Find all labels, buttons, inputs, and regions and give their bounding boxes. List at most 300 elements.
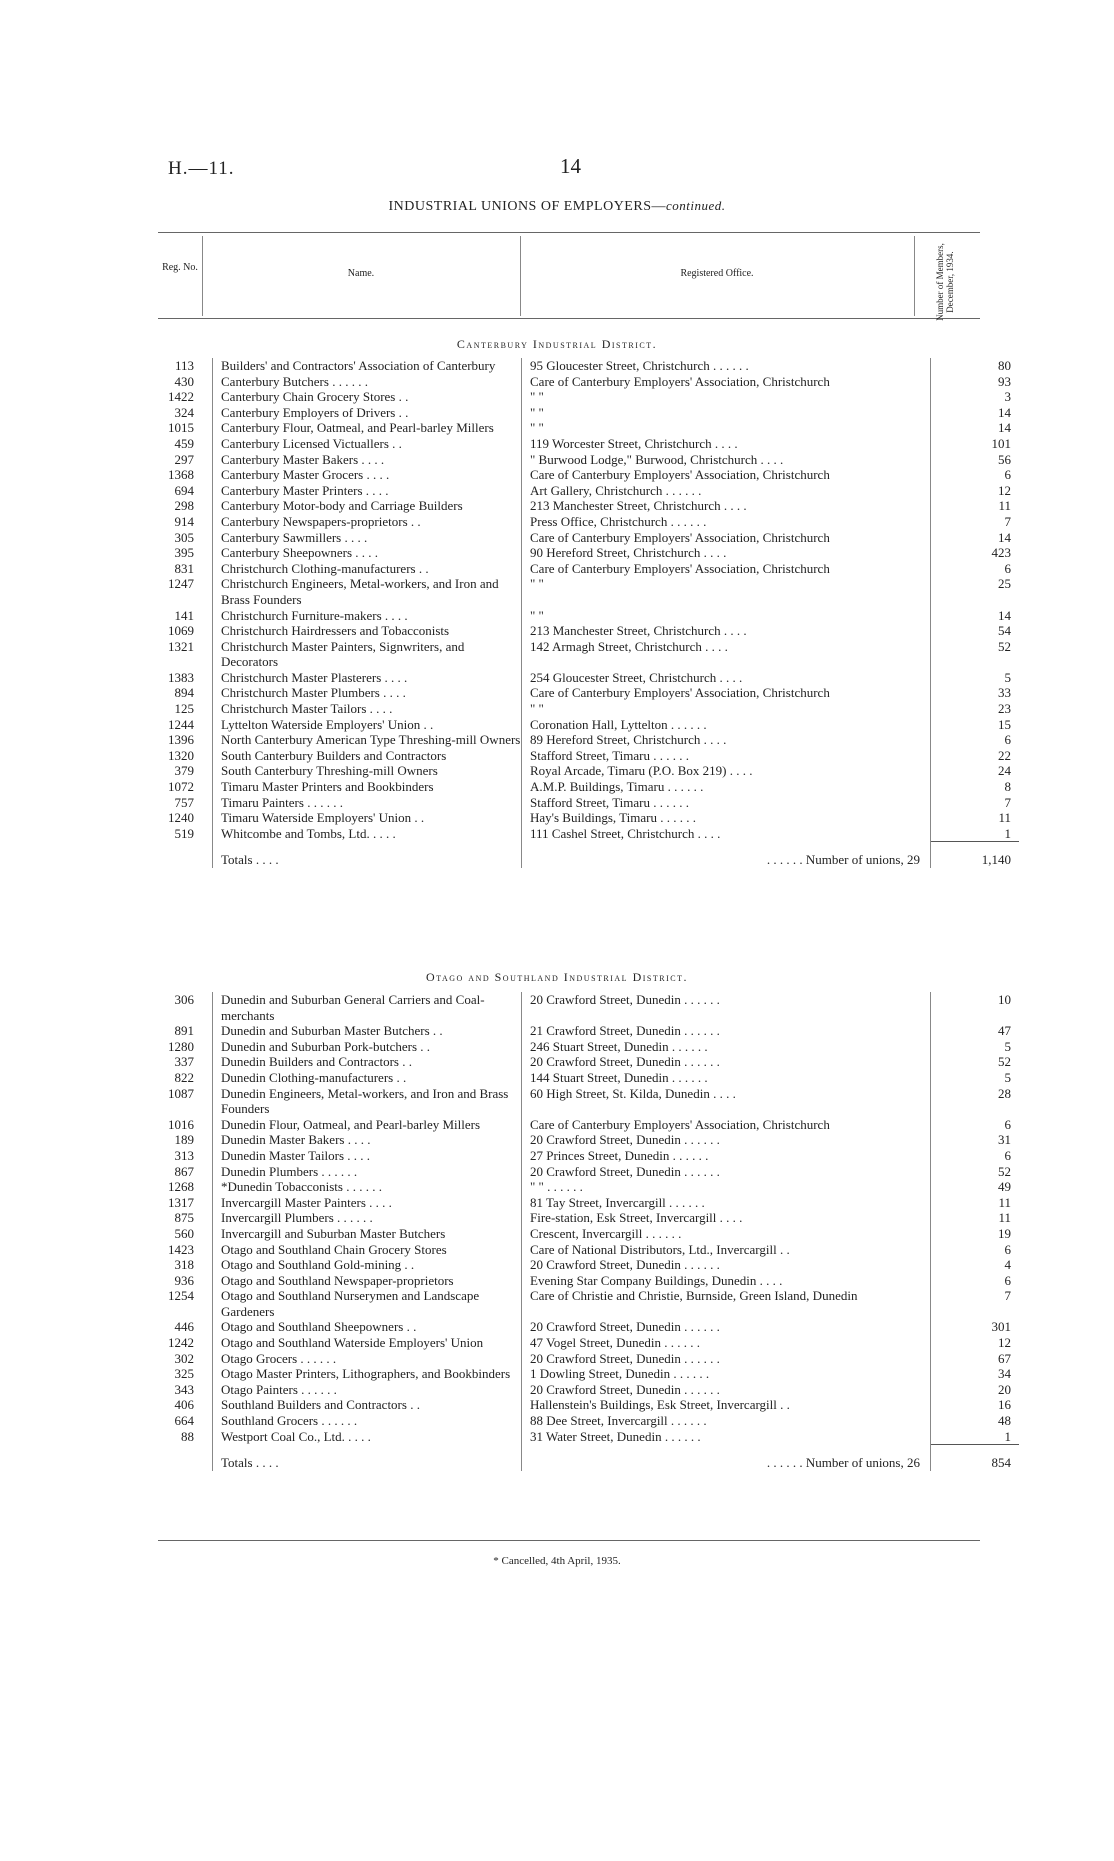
name-cell: Dunedin and Suburban General Carriers and Coal-merchants bbox=[213, 992, 522, 1023]
table-row bbox=[150, 452, 1019, 468]
members-cell: 23 bbox=[931, 701, 1020, 717]
name-cell: Dunedin Engineers, Metal-workers, and Iron and Brass Founders bbox=[213, 1086, 522, 1117]
canterbury-rows bbox=[150, 358, 1019, 868]
title-main: INDUSTRIAL UNIONS OF EMPLOYERS— bbox=[388, 199, 666, 214]
header-top-rule bbox=[158, 232, 980, 233]
name-cell: Dunedin Plumbers . . . . . . bbox=[213, 1164, 522, 1180]
office-cell: " Burwood Lodge," Burwood, Christchurch . . . . bbox=[522, 452, 931, 468]
reg-no-cell: 113 bbox=[174, 358, 194, 373]
members-cell: 6 bbox=[931, 1148, 1020, 1164]
table-row bbox=[150, 1054, 1019, 1070]
members-cell: 301 bbox=[931, 1319, 1020, 1335]
office-cell: Royal Arcade, Timaru (P.O. Box 219) . . . . bbox=[522, 763, 931, 779]
name-cell: Otago and Southland Sheepowners . . bbox=[213, 1319, 522, 1335]
table-row bbox=[150, 483, 1019, 499]
members-cell: 7 bbox=[931, 1288, 1020, 1319]
table-row bbox=[150, 1397, 1019, 1413]
page-number: 14 bbox=[560, 154, 581, 178]
office-cell: 27 Princes Street, Dunedin . . . . . . bbox=[522, 1148, 931, 1164]
members-cell: 52 bbox=[931, 1164, 1020, 1180]
table-row bbox=[150, 1117, 1019, 1133]
reg-no-cell: 1423 bbox=[168, 1241, 194, 1257]
reg-no-cell: 694 bbox=[174, 482, 194, 498]
office-cell: " " bbox=[522, 701, 931, 717]
office-cell: 20 Crawford Street, Dunedin . . . . . . bbox=[522, 1257, 931, 1273]
members-cell: 7 bbox=[931, 514, 1020, 530]
col-header-members-text: Number of Members, December, 1934. bbox=[935, 243, 955, 321]
table-row bbox=[150, 1413, 1019, 1429]
office-cell: A.M.P. Buildings, Timaru . . . . . . bbox=[522, 779, 931, 795]
table-row bbox=[150, 748, 1019, 764]
name-cell: Dunedin Clothing-manufacturers . . bbox=[213, 1070, 522, 1086]
name-cell: Canterbury Flour, Oatmeal, and Pearl-barley Millers bbox=[213, 420, 522, 436]
office-cell: 60 High Street, St. Kilda, Dunedin . . . . bbox=[522, 1086, 931, 1117]
table-row bbox=[150, 732, 1019, 748]
name-cell: Canterbury Employers of Drivers . . bbox=[213, 405, 522, 421]
reg-no-cell: 379 bbox=[174, 763, 194, 779]
name-cell: North Canterbury American Type Threshing-mill Owners bbox=[213, 732, 522, 748]
table-row bbox=[150, 389, 1019, 405]
office-cell: Crescent, Invercargill . . . . . . bbox=[522, 1226, 931, 1242]
office-cell: 254 Gloucester Street, Christchurch . . . . bbox=[522, 670, 931, 686]
name-cell: Canterbury Sheepowners . . . . bbox=[213, 545, 522, 561]
office-cell: 88 Dee Street, Invercargill . . . . . . bbox=[522, 1413, 931, 1429]
members-cell: 14 bbox=[931, 608, 1020, 624]
reg-no-cell: 1317 bbox=[168, 1194, 194, 1210]
table-row bbox=[150, 561, 1019, 577]
name-cell: Otago Grocers . . . . . . bbox=[213, 1351, 522, 1367]
table-row bbox=[150, 1429, 1019, 1445]
name-cell: Dunedin Builders and Contractors . . bbox=[213, 1054, 522, 1070]
members-cell: 6 bbox=[931, 1117, 1020, 1133]
office-cell: 144 Stuart Street, Dunedin . . . . . . bbox=[522, 1070, 931, 1086]
table-row bbox=[150, 1070, 1019, 1086]
bottom-rule bbox=[158, 1540, 980, 1541]
name-cell: Canterbury Licensed Victuallers . . bbox=[213, 436, 522, 452]
members-cell: 56 bbox=[931, 452, 1020, 468]
reg-no-cell: 313 bbox=[174, 1147, 194, 1163]
name-cell: South Canterbury Threshing-mill Owners bbox=[213, 763, 522, 779]
office-cell: Hallenstein's Buildings, Esk Street, Invercargill . . bbox=[522, 1397, 931, 1413]
totals-label: Totals . . . . bbox=[213, 842, 522, 868]
office-cell: 20 Crawford Street, Dunedin . . . . . . bbox=[522, 992, 931, 1023]
otago-rows bbox=[150, 992, 1019, 1471]
section-title-canterbury: Canterbury Industrial District. bbox=[456, 337, 658, 351]
members-cell: 48 bbox=[931, 1413, 1020, 1429]
totals-spacer bbox=[150, 1445, 213, 1471]
office-cell: 111 Cashel Street, Christchurch . . . . bbox=[522, 826, 931, 842]
reg-no-cell: 1087 bbox=[168, 1085, 194, 1101]
name-cell: Invercargill Plumbers . . . . . . bbox=[213, 1210, 522, 1226]
office-cell: 213 Manchester Street, Christchurch . . . . bbox=[522, 498, 931, 514]
name-cell: Timaru Painters . . . . . . bbox=[213, 795, 522, 811]
members-cell: 28 bbox=[931, 1086, 1020, 1117]
office-cell: Fire-station, Esk Street, Invercargill . . . . bbox=[522, 1210, 931, 1226]
office-cell: Stafford Street, Timaru . . . . . . bbox=[522, 748, 931, 764]
table-row bbox=[150, 763, 1019, 779]
totals-row bbox=[150, 1445, 1019, 1471]
members-cell: 25 bbox=[931, 576, 1020, 607]
name-cell: Otago and Southland Chain Grocery Stores bbox=[213, 1242, 522, 1258]
name-cell: Dunedin and Suburban Master Butchers . . bbox=[213, 1023, 522, 1039]
name-cell: *Dunedin Tobacconists . . . . . . bbox=[213, 1179, 522, 1195]
members-cell: 423 bbox=[931, 545, 1020, 561]
reg-no-cell: 1072 bbox=[168, 779, 194, 795]
office-cell: 246 Stuart Street, Dunedin . . . . . . bbox=[522, 1039, 931, 1055]
name-cell: Timaru Master Printers and Bookbinders bbox=[213, 779, 522, 795]
members-cell: 33 bbox=[931, 685, 1020, 701]
reg-no-cell: 875 bbox=[174, 1210, 194, 1226]
name-cell: Christchurch Clothing-manufacturers . . bbox=[213, 561, 522, 577]
name-cell: Westport Coal Co., Ltd. . . . . bbox=[213, 1429, 522, 1445]
office-cell: 89 Hereford Street, Christchurch . . . . bbox=[522, 732, 931, 748]
members-cell: 15 bbox=[931, 717, 1020, 733]
members-cell: 101 bbox=[931, 436, 1020, 452]
table-row bbox=[150, 1179, 1019, 1195]
reg-no-cell: 822 bbox=[174, 1069, 194, 1085]
table-row bbox=[150, 530, 1019, 546]
reg-no-cell: 1422 bbox=[168, 389, 194, 405]
members-cell: 3 bbox=[931, 389, 1020, 405]
reg-no-cell: 1254 bbox=[168, 1288, 194, 1304]
office-cell: 20 Crawford Street, Dunedin . . . . . . bbox=[522, 1351, 931, 1367]
members-cell: 22 bbox=[931, 748, 1020, 764]
office-cell: Press Office, Christchurch . . . . . . bbox=[522, 514, 931, 530]
members-cell: 6 bbox=[931, 561, 1020, 577]
reg-no-cell: 914 bbox=[174, 513, 194, 529]
name-cell: Canterbury Butchers . . . . . . bbox=[213, 374, 522, 390]
office-cell: 142 Armagh Street, Christchurch . . . . bbox=[522, 639, 931, 670]
totals-label: Totals . . . . bbox=[213, 1445, 522, 1471]
reg-no-cell: 1240 bbox=[168, 810, 194, 826]
office-cell: " " bbox=[522, 576, 931, 607]
table-row bbox=[150, 779, 1019, 795]
table-row bbox=[150, 701, 1019, 717]
name-cell: Lyttelton Waterside Employers' Union . . bbox=[213, 717, 522, 733]
reg-no-cell: 936 bbox=[174, 1272, 194, 1288]
table-row bbox=[150, 670, 1019, 686]
table-row bbox=[150, 498, 1019, 514]
members-cell: 34 bbox=[931, 1366, 1020, 1382]
members-cell: 11 bbox=[931, 810, 1020, 826]
office-cell: 95 Gloucester Street, Christchurch . . . . . . bbox=[522, 358, 931, 374]
office-cell: Care of Canterbury Employers' Association, Christchurch bbox=[522, 1117, 931, 1133]
name-cell: Christchurch Master Plumbers . . . . bbox=[213, 685, 522, 701]
section-title-otago: Otago and Southland Industrial District. bbox=[426, 970, 688, 984]
members-cell: 16 bbox=[931, 1397, 1020, 1413]
members-cell: 54 bbox=[931, 623, 1020, 639]
totals-office: . . . . . . Number of unions, 26 bbox=[522, 1445, 931, 1471]
office-cell: Hay's Buildings, Timaru . . . . . . bbox=[522, 810, 931, 826]
office-cell: 90 Hereford Street, Christchurch . . . . bbox=[522, 545, 931, 561]
reg-no-cell: 141 bbox=[174, 607, 194, 623]
members-cell: 93 bbox=[931, 374, 1020, 390]
name-cell: Christchurch Master Tailors . . . . bbox=[213, 701, 522, 717]
header-bottom-rule bbox=[158, 318, 980, 319]
table-row bbox=[150, 1257, 1019, 1273]
members-cell: 12 bbox=[931, 1335, 1020, 1351]
office-cell: Care of Canterbury Employers' Association, Christchurch bbox=[522, 530, 931, 546]
members-cell: 6 bbox=[931, 1273, 1020, 1289]
office-cell: Stafford Street, Timaru . . . . . . bbox=[522, 795, 931, 811]
table-row bbox=[150, 576, 1019, 607]
reg-no-cell: 318 bbox=[174, 1257, 194, 1273]
members-cell: 49 bbox=[931, 1179, 1020, 1195]
table-row bbox=[150, 992, 1019, 1023]
name-cell: Southland Grocers . . . . . . bbox=[213, 1413, 522, 1429]
members-cell: 67 bbox=[931, 1351, 1020, 1367]
members-cell: 14 bbox=[931, 530, 1020, 546]
reg-no-cell: 1320 bbox=[168, 747, 194, 763]
members-cell: 4 bbox=[931, 1257, 1020, 1273]
totals-members: 854 bbox=[931, 1445, 1020, 1471]
office-cell: Care of Canterbury Employers' Association, Christchurch bbox=[522, 685, 931, 701]
table-row bbox=[150, 1023, 1019, 1039]
reg-no-cell: 395 bbox=[174, 545, 194, 561]
reg-no-cell: 894 bbox=[174, 685, 194, 701]
table-row bbox=[150, 795, 1019, 811]
members-cell: 5 bbox=[931, 1039, 1020, 1055]
reg-no-cell: 519 bbox=[174, 825, 194, 841]
office-cell: " " bbox=[522, 420, 931, 436]
reg-no-cell: 88 bbox=[181, 1428, 194, 1444]
office-cell: 47 Vogel Street, Dunedin . . . . . . bbox=[522, 1335, 931, 1351]
reg-no-cell: 560 bbox=[174, 1225, 194, 1241]
members-cell: 5 bbox=[931, 1070, 1020, 1086]
office-cell: 1 Dowling Street, Dunedin . . . . . . bbox=[522, 1366, 931, 1382]
name-cell: Christchurch Master Plasterers . . . . bbox=[213, 670, 522, 686]
table-row bbox=[150, 467, 1019, 483]
office-cell: " " bbox=[522, 608, 931, 624]
name-cell: Canterbury Chain Grocery Stores . . bbox=[213, 389, 522, 405]
members-cell: 8 bbox=[931, 779, 1020, 795]
members-cell: 80 bbox=[931, 358, 1020, 374]
reg-no-cell: 406 bbox=[174, 1397, 194, 1413]
members-cell: 14 bbox=[931, 420, 1020, 436]
members-cell: 5 bbox=[931, 670, 1020, 686]
members-cell: 47 bbox=[931, 1023, 1020, 1039]
table-row bbox=[150, 685, 1019, 701]
canterbury-table bbox=[150, 358, 1019, 868]
members-cell: 6 bbox=[931, 467, 1020, 483]
name-cell: Otago and Southland Waterside Employers' Union bbox=[213, 1335, 522, 1351]
reg-no-cell: 1016 bbox=[168, 1116, 194, 1132]
office-cell: Coronation Hall, Lyttelton . . . . . . bbox=[522, 717, 931, 733]
reg-no-cell: 189 bbox=[174, 1132, 194, 1148]
col-header-reg: Reg. No. bbox=[162, 262, 198, 273]
totals-office: . . . . . . Number of unions, 29 bbox=[522, 842, 931, 868]
office-cell: Art Gallery, Christchurch . . . . . . bbox=[522, 483, 931, 499]
table-row bbox=[150, 514, 1019, 530]
name-cell: South Canterbury Builders and Contractors bbox=[213, 748, 522, 764]
reg-no-cell: 337 bbox=[174, 1054, 194, 1070]
name-cell: Otago and Southland Nurserymen and Landscape Gardeners bbox=[213, 1288, 522, 1319]
members-cell: 10 bbox=[931, 992, 1020, 1023]
office-cell: 81 Tay Street, Invercargill . . . . . . bbox=[522, 1195, 931, 1211]
name-cell: Southland Builders and Contractors . . bbox=[213, 1397, 522, 1413]
members-cell: 1 bbox=[931, 826, 1020, 842]
table-row bbox=[150, 623, 1019, 639]
reg-no-cell: 1268 bbox=[168, 1179, 194, 1195]
name-cell: Christchurch Furniture-makers . . . . bbox=[213, 608, 522, 624]
name-cell: Dunedin Master Bakers . . . . bbox=[213, 1132, 522, 1148]
name-cell: Canterbury Motor-body and Carriage Builders bbox=[213, 498, 522, 514]
name-cell: Dunedin and Suburban Pork-butchers . . bbox=[213, 1039, 522, 1055]
members-cell: 12 bbox=[931, 483, 1020, 499]
name-cell: Dunedin Master Tailors . . . . bbox=[213, 1148, 522, 1164]
reg-no-cell: 1247 bbox=[168, 576, 194, 592]
table-row bbox=[150, 1382, 1019, 1398]
office-cell: Care of Christie and Christie, Burnside, Green Island, Dunedin bbox=[522, 1288, 931, 1319]
members-cell: 31 bbox=[931, 1132, 1020, 1148]
table-row bbox=[150, 1288, 1019, 1319]
reg-no-cell: 1396 bbox=[168, 732, 194, 748]
reg-no-cell: 1368 bbox=[168, 467, 194, 483]
totals-row bbox=[150, 842, 1019, 868]
name-cell: Otago and Southland Newspaper-proprietors bbox=[213, 1273, 522, 1289]
table-row bbox=[150, 1366, 1019, 1382]
reg-no-cell: 664 bbox=[174, 1413, 194, 1429]
office-cell: 20 Crawford Street, Dunedin . . . . . . bbox=[522, 1164, 931, 1180]
reg-no-cell: 446 bbox=[174, 1319, 194, 1335]
col-header-name: Name. bbox=[347, 268, 375, 279]
reg-no-cell: 305 bbox=[174, 529, 194, 545]
office-cell: 20 Crawford Street, Dunedin . . . . . . bbox=[522, 1319, 931, 1335]
reg-no-cell: 298 bbox=[174, 498, 194, 514]
members-cell: 6 bbox=[931, 732, 1020, 748]
name-cell: Builders' and Contractors' Association of Canterbury bbox=[213, 358, 522, 374]
name-cell: Canterbury Master Printers . . . . bbox=[213, 483, 522, 499]
table-row bbox=[150, 1210, 1019, 1226]
members-cell: 11 bbox=[931, 1210, 1020, 1226]
name-cell: Canterbury Newspapers-proprietors . . bbox=[213, 514, 522, 530]
reg-no-cell: 430 bbox=[174, 373, 194, 389]
office-cell: " " bbox=[522, 405, 931, 421]
name-cell: Canterbury Master Grocers . . . . bbox=[213, 467, 522, 483]
office-cell: 20 Crawford Street, Dunedin . . . . . . bbox=[522, 1382, 931, 1398]
reg-no-cell: 757 bbox=[174, 794, 194, 810]
col-header-office: Registered Office. bbox=[680, 268, 754, 279]
reg-no-cell: 1069 bbox=[168, 623, 194, 639]
members-cell: 6 bbox=[931, 1242, 1020, 1258]
reg-no-cell: 1242 bbox=[168, 1335, 194, 1351]
reg-no-cell: 306 bbox=[174, 992, 194, 1007]
page-title bbox=[0, 198, 1114, 215]
name-cell: Invercargill and Suburban Master Butchers bbox=[213, 1226, 522, 1242]
office-cell: 20 Crawford Street, Dunedin . . . . . . bbox=[522, 1054, 931, 1070]
office-cell: Care of Canterbury Employers' Association, Christchurch bbox=[522, 467, 931, 483]
name-cell: Otago and Southland Gold-mining . . bbox=[213, 1257, 522, 1273]
table-row bbox=[150, 1164, 1019, 1180]
reg-no-cell: 1015 bbox=[168, 420, 194, 436]
col-header-members bbox=[914, 242, 974, 321]
reg-no-cell: 891 bbox=[174, 1023, 194, 1039]
table-row bbox=[150, 1039, 1019, 1055]
reg-no-cell: 1321 bbox=[168, 638, 194, 654]
table-row bbox=[150, 545, 1019, 561]
office-cell: Care of National Distributors, Ltd., Invercargill . . bbox=[522, 1242, 931, 1258]
members-cell: 11 bbox=[931, 498, 1020, 514]
name-cell: Dunedin Flour, Oatmeal, and Pearl-barley Millers bbox=[213, 1117, 522, 1133]
reg-no-cell: 867 bbox=[174, 1163, 194, 1179]
office-cell: " " . . . . . . bbox=[522, 1179, 931, 1195]
table-row bbox=[150, 1132, 1019, 1148]
office-cell: Care of Canterbury Employers' Association, Christchurch bbox=[522, 561, 931, 577]
table-row bbox=[150, 405, 1019, 421]
table-row bbox=[150, 1148, 1019, 1164]
office-cell: Care of Canterbury Employers' Association, Christchurch bbox=[522, 374, 931, 390]
name-cell: Christchurch Hairdressers and Tobacconists bbox=[213, 623, 522, 639]
reg-no-cell: 302 bbox=[174, 1350, 194, 1366]
office-cell: 21 Crawford Street, Dunedin . . . . . . bbox=[522, 1023, 931, 1039]
table-row bbox=[150, 1226, 1019, 1242]
members-cell: 20 bbox=[931, 1382, 1020, 1398]
reg-no-cell: 125 bbox=[174, 701, 194, 717]
reg-no-cell: 325 bbox=[174, 1366, 194, 1382]
members-cell: 52 bbox=[931, 639, 1020, 670]
table-row bbox=[150, 826, 1019, 842]
members-cell: 14 bbox=[931, 405, 1020, 421]
name-cell: Whitcombe and Tombs, Ltd. . . . . bbox=[213, 826, 522, 842]
table-row bbox=[150, 1086, 1019, 1117]
name-cell: Invercargill Master Painters . . . . bbox=[213, 1195, 522, 1211]
office-cell: Evening Star Company Buildings, Dunedin . . . . bbox=[522, 1273, 931, 1289]
members-cell: 52 bbox=[931, 1054, 1020, 1070]
office-cell: " " bbox=[522, 389, 931, 405]
office-cell: 20 Crawford Street, Dunedin . . . . . . bbox=[522, 1132, 931, 1148]
table-row bbox=[150, 717, 1019, 733]
table-row bbox=[150, 1351, 1019, 1367]
members-cell: 7 bbox=[931, 795, 1020, 811]
table-row bbox=[150, 1242, 1019, 1258]
table-row bbox=[150, 358, 1019, 374]
table-row bbox=[150, 639, 1019, 670]
name-cell: Christchurch Engineers, Metal-workers, and Iron and Brass Founders bbox=[213, 576, 522, 607]
reg-no-cell: 1280 bbox=[168, 1038, 194, 1054]
members-cell: 1 bbox=[931, 1429, 1020, 1445]
name-cell: Otago Painters . . . . . . bbox=[213, 1382, 522, 1398]
reg-no-cell: 324 bbox=[174, 404, 194, 420]
name-cell: Christchurch Master Painters, Signwriters, and Decorators bbox=[213, 639, 522, 670]
table-row bbox=[150, 608, 1019, 624]
office-cell: 213 Manchester Street, Christchurch . . . . bbox=[522, 623, 931, 639]
reg-no-cell: 297 bbox=[174, 451, 194, 467]
table-row bbox=[150, 436, 1019, 452]
reg-no-cell: 831 bbox=[174, 560, 194, 576]
name-cell: Otago Master Printers, Lithographers, and Bookbinders bbox=[213, 1366, 522, 1382]
title-continued: continued. bbox=[665, 198, 726, 213]
table-row bbox=[150, 420, 1019, 436]
table-row bbox=[150, 374, 1019, 390]
office-cell: 119 Worcester Street, Christchurch . . . . bbox=[522, 436, 931, 452]
reg-no-cell: 1383 bbox=[168, 669, 194, 685]
totals-members: 1,140 bbox=[931, 842, 1020, 868]
table-row bbox=[150, 1335, 1019, 1351]
name-cell: Canterbury Master Bakers . . . . bbox=[213, 452, 522, 468]
table-row bbox=[150, 1273, 1019, 1289]
table-row bbox=[150, 810, 1019, 826]
page-ref: H.—11. bbox=[168, 158, 235, 179]
otago-table bbox=[150, 992, 1019, 1471]
reg-no-cell: 1244 bbox=[168, 716, 194, 732]
reg-no-cell: 459 bbox=[174, 435, 194, 451]
members-cell: 11 bbox=[931, 1195, 1020, 1211]
office-cell: 31 Water Street, Dunedin . . . . . . bbox=[522, 1429, 931, 1445]
table-row bbox=[150, 1319, 1019, 1335]
table-row bbox=[150, 1195, 1019, 1211]
members-cell: 24 bbox=[931, 763, 1020, 779]
totals-spacer bbox=[150, 842, 213, 868]
